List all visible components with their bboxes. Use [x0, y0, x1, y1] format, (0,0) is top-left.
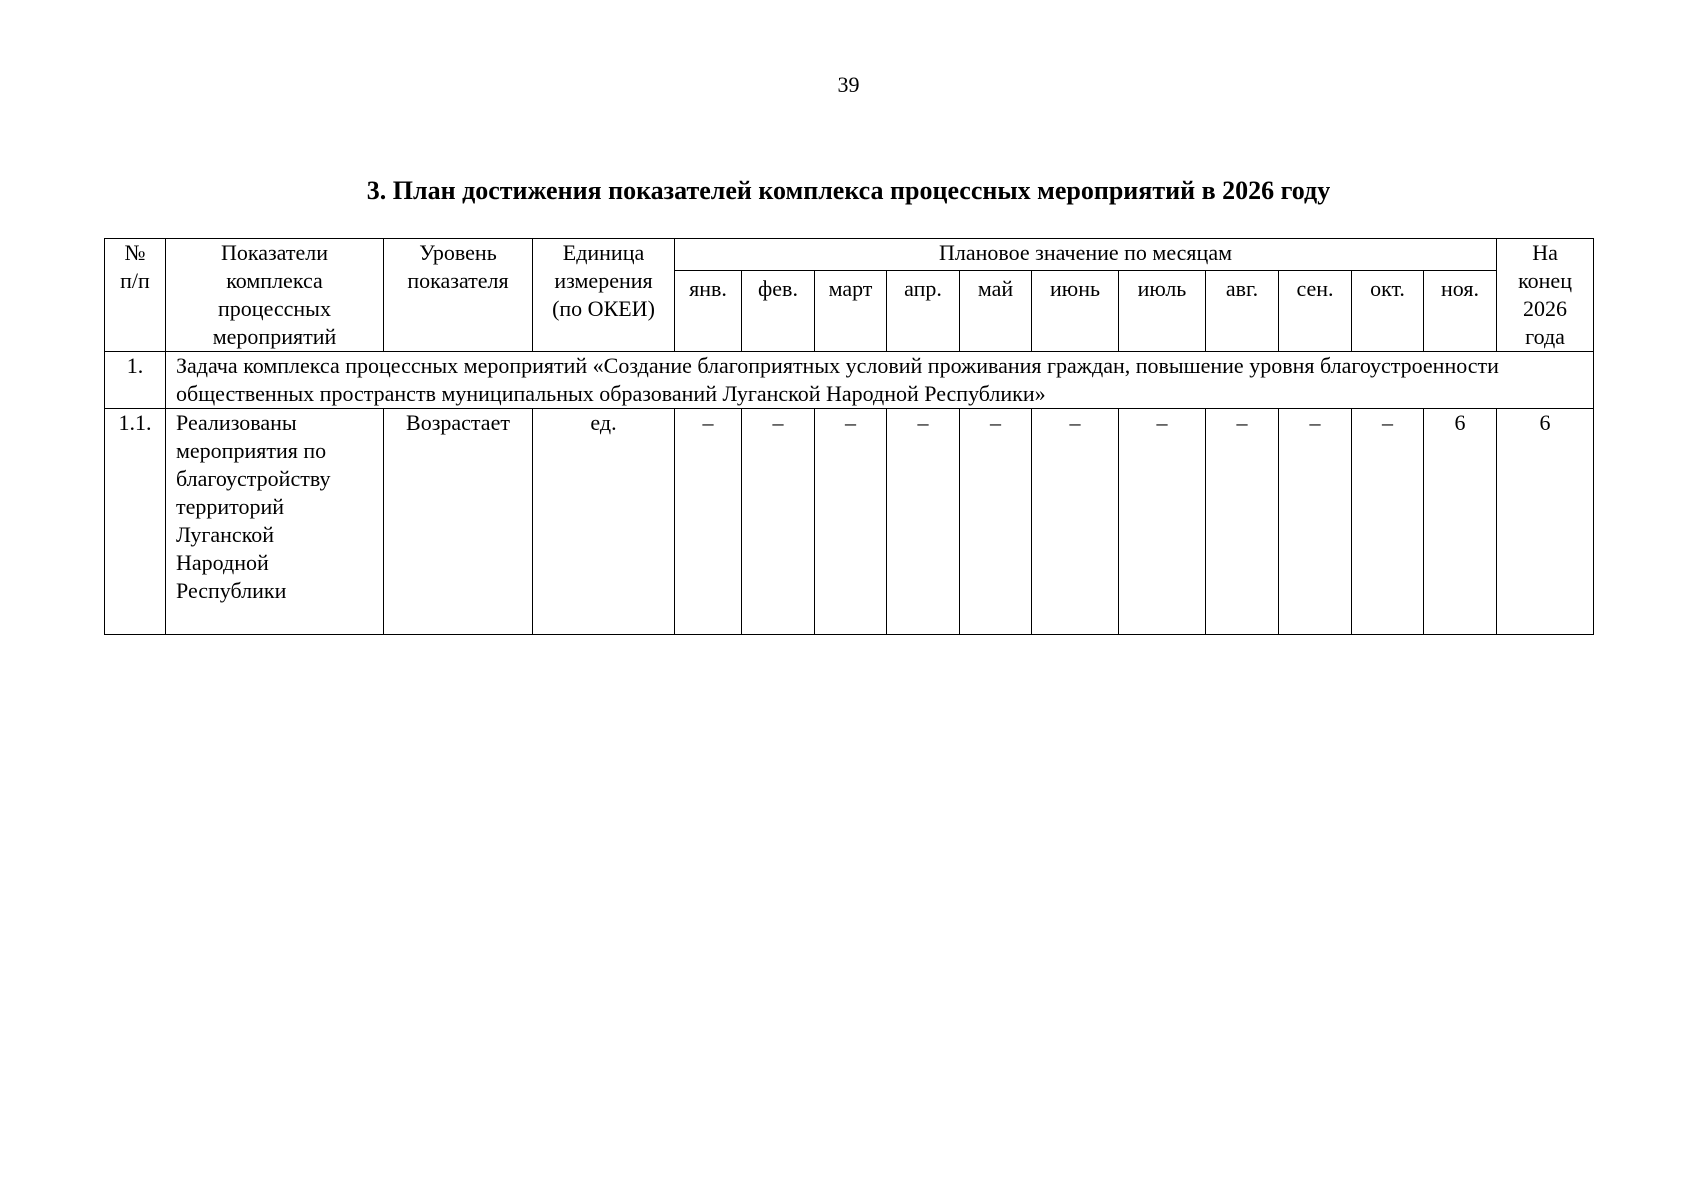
header-month: ноя.	[1424, 271, 1497, 352]
task-row	[105, 352, 1594, 409]
task-num: 1.	[105, 352, 166, 409]
header-month: март	[815, 271, 887, 352]
header-month: апр.	[887, 271, 960, 352]
header-months-group: Плановое значение по месяцам	[675, 239, 1497, 271]
header-month: окт.	[1352, 271, 1424, 352]
header-level: Уровень показателя	[384, 239, 533, 352]
row-month-value: –	[815, 409, 887, 635]
header-month: май	[960, 271, 1032, 352]
header-unit: Единица измерения (по ОКЕИ)	[533, 239, 675, 352]
header-month: янв.	[675, 271, 742, 352]
row-month-value: –	[887, 409, 960, 635]
task-text: Задача комплекса процессных мероприятий «Создание благоприятных условий проживания граждан, повышение уровня благоустроенности общественных пространств муниципальных образований Луганской Народной Республики»	[166, 352, 1594, 409]
header-month: фев.	[742, 271, 815, 352]
header-month: авг.	[1206, 271, 1279, 352]
header-month: июнь	[1032, 271, 1119, 352]
row-year-end: 6	[1497, 409, 1594, 635]
header-month: сен.	[1279, 271, 1352, 352]
row-month-value: –	[1206, 409, 1279, 635]
row-month-value: –	[1119, 409, 1206, 635]
table-row	[105, 409, 1594, 635]
row-month-value: –	[1032, 409, 1119, 635]
row-indicator: Реализованы мероприятия по благоустройству территорий Луганской Народной Республики	[166, 409, 384, 635]
header-row	[105, 239, 1594, 271]
row-month-value: –	[960, 409, 1032, 635]
row-month-value: –	[1352, 409, 1424, 635]
header-indicator: Показатели комплекса процессных мероприятий	[166, 239, 384, 352]
header-year-end: На конец 2026 года	[1497, 239, 1594, 352]
plan-table	[104, 238, 1594, 635]
page-number: 39	[837, 72, 860, 97]
row-level: Возрастает	[384, 409, 533, 635]
header-month: июль	[1119, 271, 1206, 352]
row-month-value: –	[1279, 409, 1352, 635]
row-unit: ед.	[533, 409, 675, 635]
document-title: 3. План достижения показателей комплекса процессных мероприятий в 2026 году	[366, 176, 1331, 205]
row-month-value: –	[675, 409, 742, 635]
row-num: 1.1.	[105, 409, 166, 635]
row-month-value: –	[742, 409, 815, 635]
row-month-value: 6	[1424, 409, 1497, 635]
header-num: № п/п	[105, 239, 166, 352]
